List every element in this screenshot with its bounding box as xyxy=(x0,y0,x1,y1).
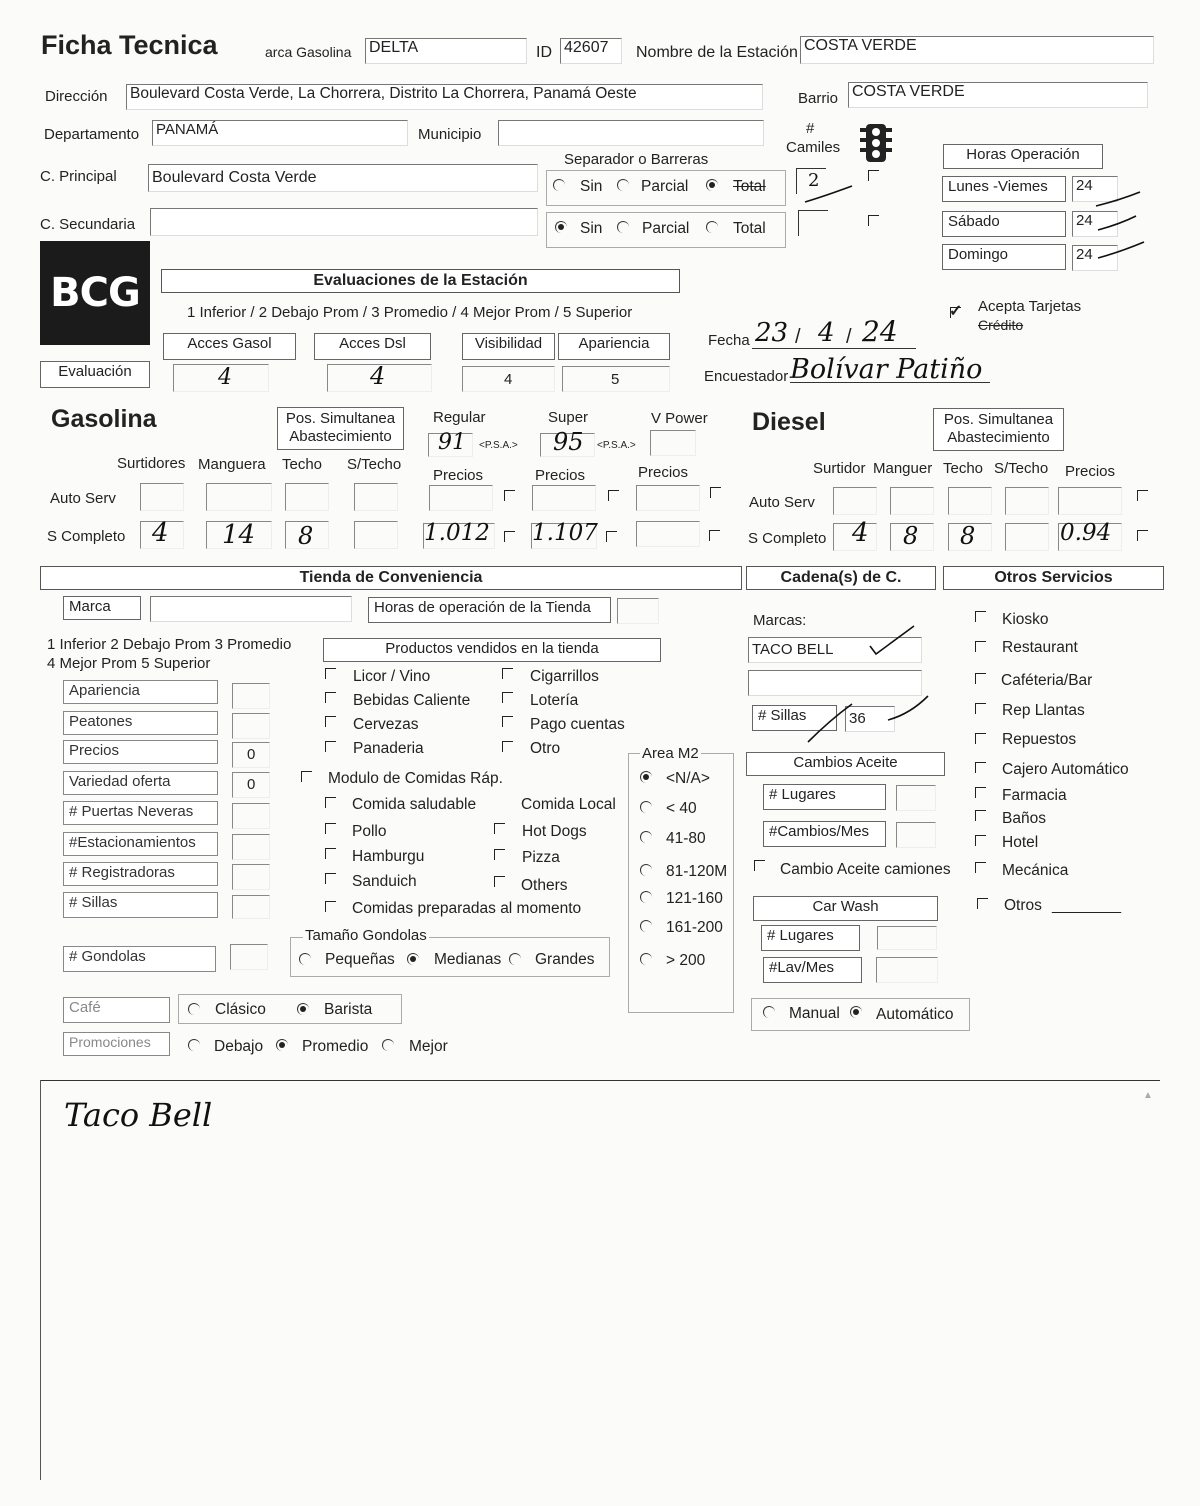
area-200-radio[interactable] xyxy=(640,953,652,965)
horas-pen-marks xyxy=(1090,188,1150,278)
prod-bebidas-check[interactable] xyxy=(325,692,336,703)
gasolina-col-techo: Techo xyxy=(282,456,323,473)
gasolina-sc-super-check[interactable] xyxy=(606,531,617,542)
fecha-mes: 4 xyxy=(818,318,835,348)
comida-pizza-check[interactable] xyxy=(494,849,505,860)
gasolina-regular-precios: Precios xyxy=(433,467,484,484)
cafe-barista-label: Barista xyxy=(324,1001,373,1018)
encuestador-label: Encuestador xyxy=(704,368,789,385)
rating-puertas-field[interactable] xyxy=(232,803,270,829)
diesel-auto-surtidor[interactable] xyxy=(833,487,877,515)
diesel-sc-techo-value: 8 xyxy=(960,522,976,550)
otros-cajero-label: Cajero Automático xyxy=(1002,761,1129,778)
eval-visibilidad-value: 4 xyxy=(504,371,513,388)
cafe-clasico-radio[interactable] xyxy=(188,1003,200,1015)
area-81-120-radio[interactable] xyxy=(640,864,652,876)
camiles-field-2[interactable] xyxy=(798,210,828,236)
rating-peatones-label: Peatones xyxy=(63,711,218,735)
gasolina-super-psa: <P.S.A.> xyxy=(597,440,636,451)
barrio-field[interactable]: COSTA VERDE xyxy=(848,82,1148,108)
cambios-mes-field[interactable] xyxy=(896,822,936,848)
separador1-sin-label: Sin xyxy=(580,178,603,195)
diesel-s-completo-label: S Completo xyxy=(748,530,827,547)
marca1-check-mark xyxy=(862,622,922,662)
separador2-parcial-label: Parcial xyxy=(642,220,690,237)
gasolina-sc-super-value: 1.107 xyxy=(532,520,598,546)
prod-pago-check[interactable] xyxy=(502,716,513,727)
cambios-lugares-label: # Lugares xyxy=(763,784,886,810)
camiles-check-1[interactable] xyxy=(868,170,879,181)
camiles-value: 2 xyxy=(808,170,820,191)
separador1-total-radio[interactable] xyxy=(706,179,718,191)
rating-puertas-label: # Puertas Neveras xyxy=(63,801,218,825)
gasolina-col-manguera: Manguera xyxy=(198,456,266,473)
otros-otros-check[interactable] xyxy=(977,898,988,909)
area-161-200-radio[interactable] xyxy=(640,920,652,932)
evaluaciones-scale: 1 Inferior / 2 Debajo Prom / 3 Promedio / 4 Mejor Prom / 5 Superior xyxy=(187,304,633,321)
cafe-barista-radio[interactable] xyxy=(297,1003,309,1015)
cambios-aceite-title: Cambios Aceite xyxy=(746,752,945,776)
gasolina-regular-octane: 91 xyxy=(438,430,466,455)
tienda-scale-2: 4 Mejor Prom 5 Superior xyxy=(47,655,211,672)
area-na-radio[interactable] xyxy=(640,771,652,783)
rating-estacionamientos-field[interactable] xyxy=(232,834,270,860)
prod-cervezas-label: Cervezas xyxy=(353,716,419,733)
gasolina-col-surtidores: Surtidores xyxy=(117,455,186,472)
fecha-underline xyxy=(752,348,916,349)
tienda-marca-field[interactable] xyxy=(150,596,352,622)
separador2-total-label: Total xyxy=(733,220,766,237)
modulo-comidas-check[interactable] xyxy=(301,771,312,782)
diesel-col-techo: Techo xyxy=(943,460,984,477)
otros-restaurant-check[interactable] xyxy=(975,641,986,652)
separador2-parcial-radio[interactable] xyxy=(617,221,629,233)
gasolina-pos-sim-text: Pos. Simultanea Abastecimiento xyxy=(285,410,396,445)
barrio-label: Barrio xyxy=(798,90,839,107)
diesel-pos-sim xyxy=(933,408,1064,451)
gasolina-super-precios: Precios xyxy=(535,467,586,484)
separador2-sin-radio[interactable] xyxy=(555,221,567,233)
gasolina-auto-vpower-precio[interactable] xyxy=(636,485,700,511)
comida-pizza-label: Pizza xyxy=(522,849,560,866)
gasolina-auto-techo[interactable] xyxy=(285,483,329,511)
marca-gasolina-label: arca Gasolina xyxy=(265,44,352,60)
area-m2-label: Area M2 xyxy=(642,745,699,762)
prod-cervezas-check[interactable] xyxy=(325,716,336,727)
evaluaciones-title: Evaluaciones de la Estación xyxy=(161,269,680,293)
gasolina-auto-regular-check[interactable] xyxy=(504,490,515,501)
gasolina-auto-super-precio[interactable] xyxy=(532,485,596,511)
area-40-radio[interactable] xyxy=(640,801,652,813)
departamento-label: Departamento xyxy=(44,126,140,143)
area-200-label: > 200 xyxy=(666,952,706,969)
encuestador-value: Bolívar Patiño xyxy=(790,354,983,385)
prod-loteria-label: Lotería xyxy=(530,692,579,709)
separador1-parcial-label: Parcial xyxy=(641,178,689,195)
marca1-field[interactable]: TACO BELL xyxy=(748,637,922,663)
diesel-auto-serv-label: Auto Serv xyxy=(749,494,815,511)
marcas-label: Marcas: xyxy=(753,612,807,629)
direccion-label: Dirección xyxy=(45,88,108,105)
horas-operacion-title: Horas Operación xyxy=(943,144,1103,169)
comida-sanduich-check[interactable] xyxy=(325,873,336,884)
gasolina-sc-techo-value: 8 xyxy=(298,522,314,550)
prod-cigarrillos-label: Cigarrillos xyxy=(530,668,599,685)
gasolina-vpower-label: V Power xyxy=(651,410,708,427)
diesel-sc-s-techo[interactable] xyxy=(1005,523,1049,551)
rating-registradoras-label: # Registradoras xyxy=(63,862,218,886)
prod-bebidas-label: Bebidas Caliente xyxy=(353,692,471,709)
direccion-field[interactable]: Boulevard Costa Verde, La Chorrera, Distrito La Chorrera, Panamá Oeste xyxy=(126,84,763,110)
tamano-grandes-label: Grandes xyxy=(535,951,595,968)
fecha-sep-2: / xyxy=(846,326,852,348)
area-41-80-radio[interactable] xyxy=(640,831,652,843)
prod-licor-check[interactable] xyxy=(325,668,336,679)
page-title: Ficha Tecnica xyxy=(41,30,218,60)
otros-mecanica-check[interactable] xyxy=(975,862,986,873)
diesel-auto-precio[interactable] xyxy=(1058,487,1122,515)
tamano-medianas-label: Medianas xyxy=(434,951,502,968)
diesel-sc-surtidor-value: 4 xyxy=(852,518,869,548)
cadena-sillas-field[interactable]: 36 xyxy=(845,706,895,732)
eval-visibilidad-label: Visibilidad xyxy=(462,333,555,360)
cafe-clasico-label: Clásico xyxy=(215,1001,266,1018)
otros-cafeteria-check[interactable] xyxy=(975,673,986,684)
comida-hotdogs-check[interactable] xyxy=(494,823,505,834)
camiles-hash: # xyxy=(806,120,815,137)
separador-label: Separador o Barreras xyxy=(564,151,709,168)
otros-cafeteria-label: Caféteria/Bar xyxy=(1001,672,1093,689)
fecha-label: Fecha xyxy=(708,332,750,349)
gasolina-s-completo-label: S Completo xyxy=(47,528,126,545)
gasolina-sc-regular-value: 1.012 xyxy=(424,520,490,546)
notes-left-border xyxy=(40,1080,41,1480)
gasolina-pos-sim xyxy=(277,407,404,450)
comida-hotdogs-label: Hot Dogs xyxy=(522,823,587,840)
tamano-pequenas-radio[interactable] xyxy=(299,953,311,965)
tienda-horas-label: Horas de operación de la Tienda xyxy=(368,597,611,623)
car-wash-title: Car Wash xyxy=(753,896,938,921)
carwash-lav-label: #Lav/Mes xyxy=(763,957,862,983)
prod-licor-label: Licor / Vino xyxy=(353,668,431,685)
horas-lunes-field[interactable]: 24 xyxy=(1072,176,1118,202)
gasolina-auto-super-check[interactable] xyxy=(608,490,619,501)
departamento-field[interactable]: PANAMÁ xyxy=(152,120,408,146)
promo-mejor-label: Mejor xyxy=(409,1038,448,1055)
area-na-label: <N/A> xyxy=(666,770,710,787)
encuestador-underline xyxy=(790,382,990,383)
area-161-200-label: 161-200 xyxy=(666,919,723,936)
promo-promedio-label: Promedio xyxy=(302,1038,369,1055)
modulo-comidas-label: Modulo de Comidas Ráp. xyxy=(328,770,503,787)
separador1-sin-radio[interactable] xyxy=(553,179,565,191)
otros-rep-llantas-check[interactable] xyxy=(975,703,986,714)
comida-pollo-label: Pollo xyxy=(352,823,387,840)
carwash-lugares-field[interactable] xyxy=(877,926,937,950)
rating-registradoras-field[interactable] xyxy=(232,864,270,890)
prod-otro-label: Otro xyxy=(530,740,561,757)
diesel-col-precios: Precios xyxy=(1065,463,1116,480)
rating-precios-value: 0 xyxy=(247,746,256,763)
eval-acces-gasol-label: Acces Gasol xyxy=(163,333,296,360)
gasolina-auto-vpower-check[interactable] xyxy=(710,487,721,498)
municipio-label: Municipio xyxy=(418,126,482,143)
horas-domingo-field[interactable]: 24 xyxy=(1072,245,1118,271)
otros-repuestos-label: Repuestos xyxy=(1002,731,1077,748)
area-m2-group xyxy=(628,753,734,1013)
otros-farmacia-check[interactable] xyxy=(975,787,986,798)
comida-others-label: Others xyxy=(521,877,568,894)
comida-hamburgu-check[interactable] xyxy=(325,848,336,859)
horas-lunes-label: Lunes -Viemes xyxy=(942,176,1066,202)
cadena-title: Cadena(s) de C. xyxy=(746,566,936,590)
gasolina-sc-vpower-precio[interactable] xyxy=(636,521,700,547)
comida-hamburgu-label: Hamburgu xyxy=(352,848,425,865)
cafe-label: Café xyxy=(63,997,170,1023)
promociones-label: Promociones xyxy=(63,1032,170,1056)
nombre-estacion-label: Nombre de la Estación xyxy=(636,44,798,61)
cadena-sillas-pen-marks xyxy=(800,690,940,750)
tienda-horas-field[interactable] xyxy=(617,598,659,624)
diesel-sc-check[interactable] xyxy=(1137,530,1148,541)
rating-variedad-label: Variedad oferta xyxy=(63,771,218,795)
gasolina-col-s-techo: S/Techo xyxy=(347,456,402,473)
gasolina-sc-regular-check[interactable] xyxy=(504,531,515,542)
cambios-lugares-field[interactable] xyxy=(896,785,936,811)
fecha-dia: 23 xyxy=(755,318,789,348)
comida-saludable-check[interactable] xyxy=(325,797,336,808)
comida-saludable-label: Comida saludable xyxy=(352,796,477,813)
otros-kiosko-check[interactable] xyxy=(975,611,986,622)
gasolina-regular-label: Regular xyxy=(433,409,486,426)
cambio-camiones-check[interactable] xyxy=(754,860,765,871)
diesel-sc-manguer-value: 8 xyxy=(903,522,919,550)
promo-debajo-radio[interactable] xyxy=(188,1039,200,1051)
tamano-grandes-radio[interactable] xyxy=(509,953,521,965)
gasolina-sc-manguera-value: 14 xyxy=(222,520,256,550)
gondolas-label: # Gondolas xyxy=(63,946,216,972)
id-field[interactable]: 42607 xyxy=(560,38,622,64)
rating-precios-label: Precios xyxy=(63,740,218,764)
tienda-scale-1: 1 Inferior 2 Debajo Prom 3 Promedio xyxy=(47,636,292,653)
c-principal-field[interactable]: Boulevard Costa Verde xyxy=(148,164,538,192)
otros-otros-line: ________ xyxy=(1052,897,1121,914)
diesel-auto-check[interactable] xyxy=(1137,490,1148,501)
eval-acces-dsl-value: 4 xyxy=(370,362,386,390)
gasolina-title: Gasolina xyxy=(51,405,157,433)
camiles-check-2[interactable] xyxy=(868,215,879,226)
gasolina-auto-s-techo[interactable] xyxy=(354,483,398,511)
gasolina-sc-vpower-check[interactable] xyxy=(709,530,720,541)
area-81-120-label: 81-120M xyxy=(666,863,728,880)
promo-debajo-label: Debajo xyxy=(214,1038,264,1055)
camiles-label: Camiles xyxy=(786,139,841,156)
prod-loteria-check[interactable] xyxy=(502,692,513,703)
tamano-medianas-radio[interactable] xyxy=(407,953,419,965)
comida-sanduich-label: Sanduich xyxy=(352,873,417,890)
tamano-gondolas-label: Tamaño Gondolas xyxy=(305,927,427,944)
otros-farmacia-label: Farmacia xyxy=(1002,787,1067,804)
promo-promedio-radio[interactable] xyxy=(276,1039,288,1051)
rating-sillas-field[interactable] xyxy=(232,895,270,919)
camiles-pen-mark xyxy=(800,178,860,208)
diesel-auto-techo[interactable] xyxy=(948,487,992,515)
gasolina-auto-manguera[interactable] xyxy=(206,483,272,511)
wash-manual-radio[interactable] xyxy=(763,1006,775,1018)
wash-manual-label: Manual xyxy=(789,1005,840,1022)
rating-peatones-field[interactable] xyxy=(232,713,270,739)
rating-estacionamientos-label: #Estacionamientos xyxy=(63,832,218,856)
carwash-lugares-label: # Lugares xyxy=(761,925,860,951)
diesel-title: Diesel xyxy=(752,408,826,436)
scroll-up-arrow-icon[interactable]: ▲ xyxy=(1143,1090,1153,1101)
rating-apariencia-label: Apariencia xyxy=(63,680,218,704)
separador1-total-label: Total xyxy=(733,178,766,195)
marca-gasolina-field[interactable]: DELTA xyxy=(365,38,527,64)
comida-others-check[interactable] xyxy=(494,876,505,887)
gasolina-sc-surtidores-value: 4 xyxy=(152,518,169,548)
evaluacion-label: Evaluación xyxy=(40,361,150,388)
horas-domingo-label: Domingo xyxy=(942,244,1066,270)
horas-sabado-label: Sábado xyxy=(942,211,1066,237)
otros-otros-label: Otros xyxy=(1004,897,1042,914)
gondolas-field[interactable] xyxy=(230,944,268,970)
area-41-80-label: 41-80 xyxy=(666,830,706,847)
otros-banos-check[interactable] xyxy=(975,810,986,821)
separador1-parcial-radio[interactable] xyxy=(617,179,629,191)
traffic-light-icon xyxy=(858,122,894,164)
comida-local-label: Comida Local xyxy=(521,796,616,813)
id-label: ID xyxy=(536,44,552,61)
area-40-label: < 40 xyxy=(666,800,697,817)
otros-banos-label: Baños xyxy=(1002,810,1046,827)
comida-pollo-check[interactable] xyxy=(325,823,336,834)
otros-mecanica-label: Mecánica xyxy=(1002,862,1069,879)
gasolina-auto-serv-label: Auto Serv xyxy=(50,490,116,507)
municipio-field[interactable] xyxy=(498,120,764,146)
eval-acces-dsl-label: Acces Dsl xyxy=(314,333,431,360)
rating-sillas-label: # Sillas xyxy=(63,892,218,918)
eval-acces-gasol-value: 4 xyxy=(218,365,232,390)
c-secundaria-field[interactable] xyxy=(150,208,538,236)
cadena-sillas-label: # Sillas xyxy=(752,705,837,731)
area-121-160-label: 121-160 xyxy=(666,890,723,907)
eval-apariencia-label: Apariencia xyxy=(558,333,670,360)
promo-mejor-radio[interactable] xyxy=(382,1039,394,1051)
gasolina-vpower-octane-field[interactable] xyxy=(650,430,696,456)
diesel-col-surtidor: Surtidor xyxy=(813,460,866,477)
gasolina-auto-regular-precio[interactable] xyxy=(429,485,493,511)
otros-repuestos-check[interactable] xyxy=(975,733,986,744)
eval-apariencia-value: 5 xyxy=(611,371,620,388)
carwash-lav-field[interactable] xyxy=(876,957,938,983)
tamano-pequenas-label: Pequeñas xyxy=(325,951,395,968)
separador2-sin-label: Sin xyxy=(580,220,603,237)
prod-panaderia-check[interactable] xyxy=(325,741,336,752)
prod-panaderia-label: Panaderia xyxy=(353,740,424,757)
diesel-col-manguer: Manguer xyxy=(873,460,933,477)
credito-label: Crédito xyxy=(978,317,1024,333)
gasolina-sc-s-techo[interactable] xyxy=(354,521,398,549)
acepta-tarjetas-check-mark: ✓ xyxy=(949,303,963,320)
notes-top-border xyxy=(40,1080,1160,1081)
diesel-col-s-techo: S/Techo xyxy=(994,460,1049,477)
comidas-preparadas-label: Comidas preparadas al momento xyxy=(352,900,582,917)
otros-servicios-title: Otros Servicios xyxy=(943,566,1164,590)
cambios-mes-label: #Cambios/Mes xyxy=(763,821,886,847)
c-secundaria-label: C. Secundaria xyxy=(40,216,136,233)
area-121-160-radio[interactable] xyxy=(640,891,652,903)
productos-title: Productos vendidos en la tienda xyxy=(323,638,661,662)
acepta-tarjetas-label: Acepta Tarjetas xyxy=(978,298,1082,315)
diesel-auto-manguer[interactable] xyxy=(890,487,934,515)
prod-otro-check[interactable] xyxy=(502,741,513,752)
comidas-preparadas-check[interactable] xyxy=(325,901,336,912)
prod-cigarrillos-check[interactable] xyxy=(502,668,513,679)
gasolina-auto-surtidores[interactable] xyxy=(140,483,184,511)
diesel-sc-precio-value: 0.94 xyxy=(1060,520,1112,546)
nombre-estacion-field[interactable]: COSTA VERDE xyxy=(800,36,1154,64)
prod-pago-label: Pago cuentas xyxy=(530,716,625,733)
otros-hotel-check[interactable] xyxy=(975,835,986,846)
fecha-anio: 24 xyxy=(862,315,898,348)
diesel-pos-sim-text: Pos. Simultanea Abastecimiento xyxy=(943,411,1054,446)
otros-kiosko-label: Kiosko xyxy=(1002,611,1049,628)
gasolina-regular-psa: <P.S.A.> xyxy=(479,440,518,451)
notes-text[interactable]: Taco Bell xyxy=(64,1096,213,1134)
c-principal-label: C. Principal xyxy=(40,168,117,185)
bcg-logo: BCG xyxy=(40,241,150,345)
gasolina-super-octane: 95 xyxy=(553,428,584,456)
rating-variedad-value: 0 xyxy=(247,776,256,793)
otros-cajero-check[interactable] xyxy=(975,762,986,773)
otros-rep-llantas-label: Rep Llantas xyxy=(1002,702,1085,719)
otros-restaurant-label: Restaurant xyxy=(1002,639,1078,656)
gasolina-super-label: Super xyxy=(548,409,589,426)
horas-sabado-field[interactable]: 24 xyxy=(1072,211,1118,237)
fecha-sep-1: / xyxy=(795,326,801,348)
otros-hotel-label: Hotel xyxy=(1002,834,1039,851)
tienda-title: Tienda de Conveniencia xyxy=(40,566,742,590)
diesel-auto-s-techo[interactable] xyxy=(1005,487,1049,515)
separador2-total-radio[interactable] xyxy=(706,221,718,233)
gasolina-vpower-precios: Precios xyxy=(638,464,689,481)
wash-automatico-label: Automático xyxy=(876,1006,954,1023)
wash-automatico-radio[interactable] xyxy=(850,1006,862,1018)
cambio-camiones-label: Cambio Aceite camiones xyxy=(780,861,951,878)
rating-apariencia-field[interactable] xyxy=(232,683,270,709)
tienda-marca-label: Marca xyxy=(63,596,141,620)
